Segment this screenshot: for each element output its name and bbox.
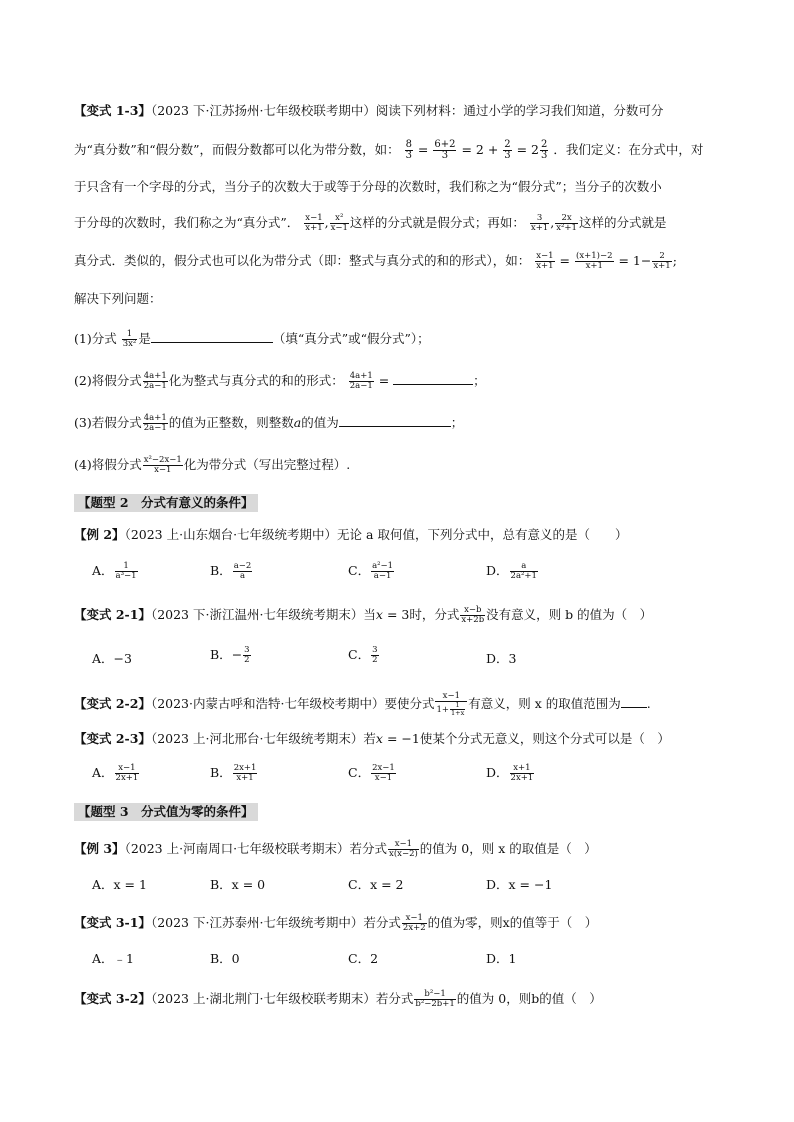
question-4: (4)将假分式 $\frac{\text{x²−2x−1}}{x-1}$ 化为带分式（写出完整过程）.: [74, 455, 351, 475]
e3-option-b[interactable]: B．x = 0: [210, 877, 266, 892]
variant-3-2: 【变式 3-2】（2023 上·湖北荆门·七年级校联考期末）若分式 $\frac{\text{b²−1}}{\text{b²−2b+1}}$ 的值为 0，则b的值（ ）: [74, 989, 602, 1009]
section-title-3: 【题型 3 分式值为零的条件】: [74, 803, 258, 821]
question-1: (1)分式 $\frac{1}{\text{3x²}}$ 是 （填“真分式”或“假分式”）；: [74, 329, 430, 349]
variant-2-2: 【变式 2-2】（2023·内蒙古呼和浩特·七年级校考期中）要使分式 x−1 1+ $\frac{1}{1+x}$ 有意义，则 x 的取值范围为 .: [74, 691, 651, 717]
variant-3-1: 【变式 3-1】（2023 下·江苏泰州·七年级统考期中）若分式 $\frac{x-1}{2x+2}$ 的值为零，则x的值等于（ ）: [74, 913, 598, 933]
v13-line-4: 于分母的次数时，我们称之为“真分式”． $\frac{x-1}{x+1}$ , $\frac{\text{x²}}{x-1}$ 这样的分式就是假分式；再如： $\frac{3}{x+1}$ , $\frac{2x}{\text{x²+1}}$ 这样的分式就是: [74, 213, 667, 233]
e2-option-a[interactable]: A． $\frac{1}{\text{a³−1}}$: [92, 561, 137, 581]
example-3: 【例 3】（2023 上·河南周口·七年级校联考期末）若分式 $\frac{x-1}{x(x-2)}$ 的值为 0，则 x 的取值是（ ）: [74, 839, 597, 859]
v31-option-a[interactable]: A．﹣1: [92, 951, 134, 966]
e2-option-c[interactable]: C． $\frac{\text{a²−1}}{a-1}$: [348, 561, 394, 581]
question-2: (2)将假分式 $\frac{4a+1}{2a-1}$ 化为整式与真分式的和的形式： $\frac{4a+1}{2a-1}$ = ；: [74, 371, 486, 391]
variant-2-1: 【变式 2-1】（2023 下·浙江温州·七年级统考期末）当x = 3时，分式 $\frac{x-b}{x+2b}$ 没有意义，则 b 的值为（ ）: [74, 605, 653, 625]
question-3: (3)若假分式 $\frac{4a+1}{2a-1}$ 的值为正整数，则整数a的值为 ；: [74, 413, 464, 433]
v21-option-a[interactable]: A．−3: [92, 651, 132, 666]
answer-blank[interactable]: [151, 330, 273, 343]
answer-blank[interactable]: [339, 414, 451, 427]
v13-line-1: 【变式 1-3】（2023 下·江苏扬州·七年级校联考期中）阅读下列材料：通过小学的学习我们知道，分数可分: [74, 103, 664, 118]
mixed-number-example: $\frac{8}{3}$ = $\frac{6+2}{3}$ = 2 + $\frac{2}{3}$ = 2 $\frac{2}{3}$: [405, 139, 548, 161]
v23-option-a[interactable]: A． $\frac{x-1}{2x+1}$: [92, 763, 139, 783]
v23-option-d[interactable]: D． $\frac{x+1}{2x+1}$: [486, 763, 534, 783]
e3-option-a[interactable]: A．x = 1: [92, 877, 147, 892]
example-2: 【例 2】（2023 上·山东烟台·七年级统考期中）无论 a 取何值，下列分式中，总有意义的是（ ）: [74, 527, 628, 542]
v23-option-c[interactable]: C． $\frac{2x-1}{x-1}$: [348, 763, 395, 783]
e3-option-c[interactable]: C．x = 2: [348, 877, 404, 892]
v13-line-3: 于只含有一个字母的分式，当分子的次数大于或等于分母的次数时，我们称之为“假分式”；当分子的次数小: [74, 179, 662, 194]
e3-option-d[interactable]: D．x = −1: [486, 877, 553, 892]
e2-option-b[interactable]: B． $\frac{a-2}{a}$: [210, 561, 252, 581]
e2-option-d[interactable]: D． $\frac{a}{\text{2a²+1}}$: [486, 561, 537, 581]
v31-option-c[interactable]: C．2: [348, 951, 379, 966]
answer-blank[interactable]: [621, 695, 647, 708]
section-title-2: 【题型 2 分式有意义的条件】: [74, 494, 258, 512]
v21-option-d[interactable]: D．3: [486, 651, 517, 666]
v21-option-b[interactable]: B．− $\frac{3}{2}$: [210, 645, 250, 665]
v23-option-b[interactable]: B． $\frac{2x+1}{x+1}$: [210, 763, 257, 783]
v13-line-2: 为“真分数”和“假分数”，而假分数都可以化为带分数，如： $\frac{8}{3}$ = $\frac{6+2}{3}$ = 2 + $\frac{2}{3}$ = 2 $\frac{2}{3}$ ．我们定义：在分式中，对: [74, 139, 704, 161]
v13-line-6: 解决下列问题：: [74, 291, 162, 306]
v31-option-b[interactable]: B．0: [210, 951, 240, 966]
v21-option-c[interactable]: C． $\frac{3}{2}$: [348, 645, 378, 665]
variant-2-3: 【变式 2-3】（2023 上·河北邢台·七年级统考期末）若x = −1使某个分式无意义，则这个分式可以是（ ）: [74, 731, 670, 746]
v31-option-d[interactable]: D．1: [486, 951, 517, 966]
answer-blank[interactable]: [393, 372, 473, 385]
v13-line-5: 真分式．类似的，假分式也可以化为带分式（即：整式与真分式的和的形式），如： $\frac{x-1}{x+1}$ = $\frac{(x+1)-2}{x+1}$ = 1− $\frac{2}{x+1}$ ;: [74, 251, 677, 271]
